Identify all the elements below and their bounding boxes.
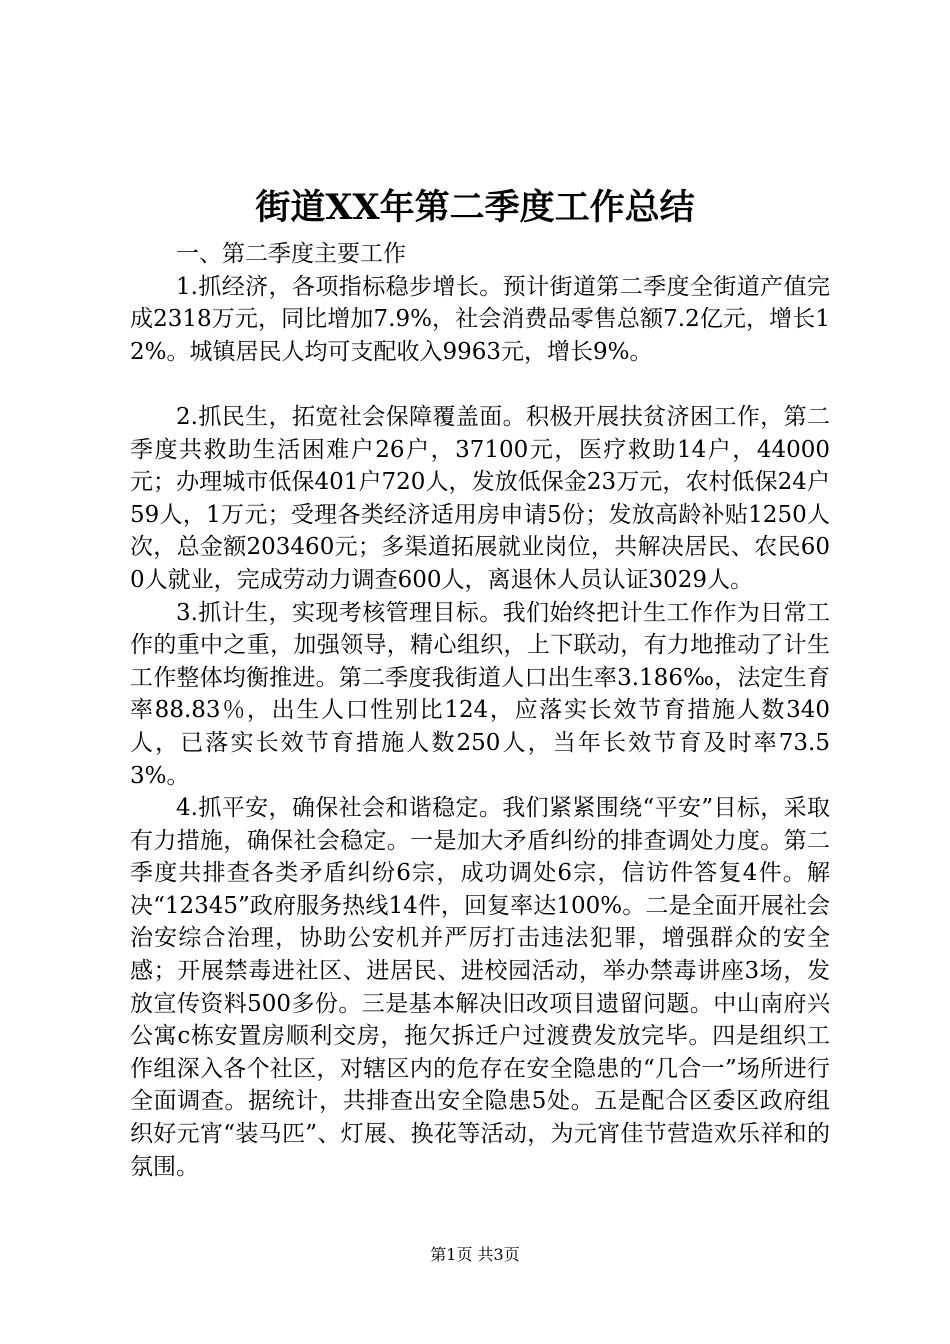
document-body: [130, 238, 830, 1183]
document-title: 街道XX年第二季度工作总结: [255, 187, 695, 228]
section-heading: 一、第二季度主要工作: [176, 241, 406, 267]
paragraph-economy: 1.抓经济，各项指标稳步增长。预计街道第二季度全街道产值完成2318万元，同比增加7.9%，社会消费品零售总额7.2亿元，增长12%。城镇居民人均可支配收入9963元，增长9%。: [130, 273, 830, 365]
paragraph-livelihood: 2.抓民生，拓宽社会保障覆盖面。积极开展扶贫济困工作，第二季度共救助生活困难户26户，37100元，医疗救助14户，44000元；办理城市低保401户720人，发放低保金23万元，农村低保24户59人，1万元；受理各类经济适用房申请5份；发放高龄补贴1250人次，总金额203460元；多渠道拓展就业岗位，共解决居民、农民600人就业，完成劳动力调查600人，离退休人员认证3029人。: [130, 403, 830, 593]
page-footer: 第1页 共3页: [430, 1245, 520, 1264]
paragraph-family-planning: 3.抓计生，实现考核管理目标。我们始终把计生工作作为日常工作的重中之重，加强领导，精心组织，上下联动，有力地推动了计生工作整体均衡推进。第二季度我街道人口出生率3.186‰，法定生育率88.83％，出生人口性别比124，应落实长效节育措施人数340人，已落实长效节育措施人数250人，当年长效节育及时率73.53%。: [130, 599, 830, 789]
paragraph-safety: 4.抓平安，确保社会和谐稳定。我们紧紧围绕“平安”目标，采取有力措施，确保社会稳定。一是加大矛盾纠纷的排查调处力度。第二季度共排查各类矛盾纠纷6宗，成功调处6宗，信访件答复4件。解决“12345”政府服务热线14件，回复率达100%。二是全面开展社会治安综合治理，协助公安机并严厉打击违法犯罪，增强群众的安全感；开展禁毒进社区、进居民、进校园活动，举办禁毒讲座3场，发放宣传资料500多份。三是基本解决旧改项目遗留问题。中山南府兴公寓c栋安置房顺利交房，拖欠拆迁户过渡费发放完毕。四是组织工作组深入各个社区，对辖区内的危存在安全隐患的“几合一”场所进行全面调查。据统计，共排查出安全隐患5处。五是配合区委区政府组织好元宵“装马匹”、灯展、换花等活动，为元宵佳节营造欢乐祥和的氛围。: [130, 795, 830, 1180]
